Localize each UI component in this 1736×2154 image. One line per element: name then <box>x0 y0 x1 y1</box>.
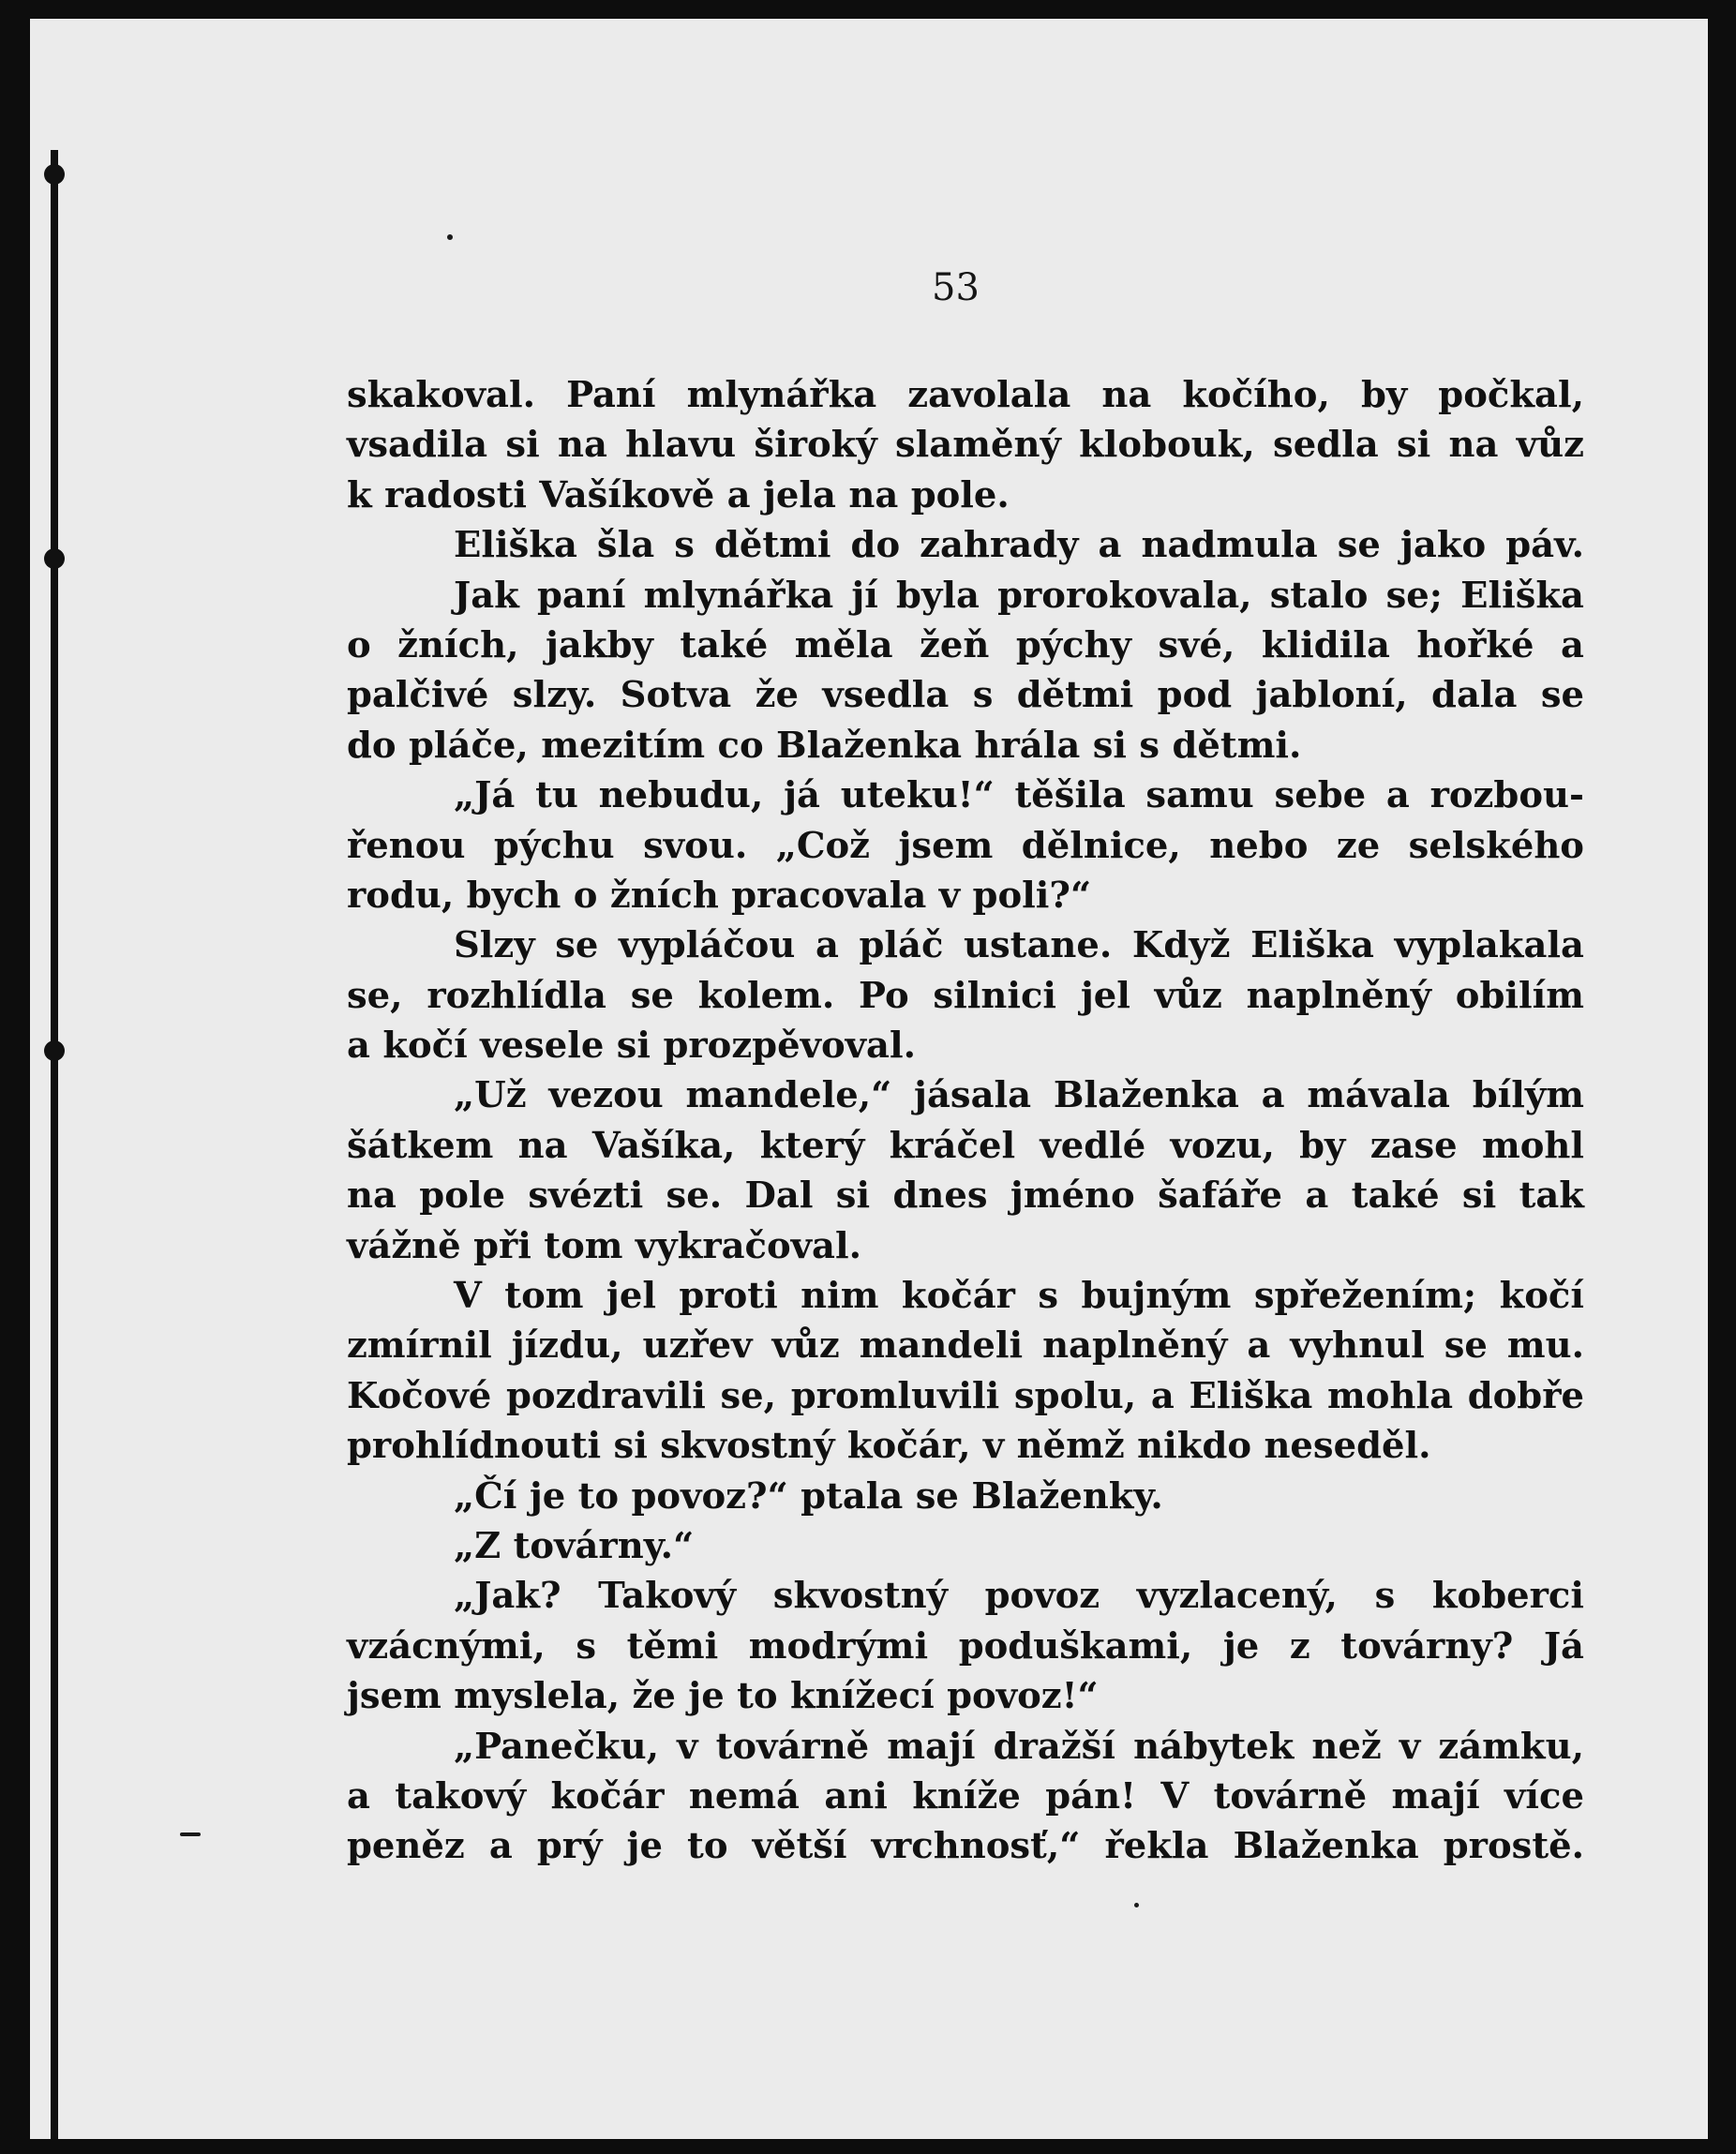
page-number: 53 <box>932 266 980 309</box>
text-line: a kočí vesele si prozpěvoval. <box>347 1025 916 1068</box>
text-line: na pole svézti se. Dal si dnes jméno šafáře a také si tak <box>347 1174 1584 1218</box>
speck <box>1134 1903 1139 1907</box>
text-line: se, rozhlídla se kolem. Po silnici jel vůz naplněný obilím <box>347 974 1584 1017</box>
text-line: Slzy se vypláčou a pláč ustane. Když Eliška vyplakala <box>454 924 1584 967</box>
speck <box>180 1832 201 1836</box>
text-line: do pláče, mezitím co Blaženka hrála si s dětmi. <box>347 724 1302 767</box>
text-line: Jak paní mlynářka jí byla prorokovala, stalo se; Eliška <box>454 574 1584 617</box>
text-line: rodu, bych o žních pracovala v poli?“ <box>347 874 1092 917</box>
text-line: skakoval. Paní mlynářka zavolala na kočího, by počkal, <box>347 374 1584 416</box>
binding-mark <box>44 548 65 569</box>
text-line: prohlídnouti si skvostný kočár, v němž nikdo neseděl. <box>347 1425 1431 1468</box>
text-line: vážně při tom vykračoval. <box>347 1224 862 1267</box>
binding-edge <box>51 150 58 2139</box>
text-line: vzácnými, s těmi modrými poduškami, je z továrny? Já <box>347 1624 1584 1668</box>
text-line: a takový kočár nemá ani kníže pán! V továrně mají více <box>347 1774 1584 1817</box>
text-line: „Panečku, v továrně mají dražší nábytek než v zámku, <box>454 1725 1584 1768</box>
binding-mark <box>44 164 65 185</box>
text-line: „Jak? Takový skvostný povoz vyzlacený, s koberci <box>454 1575 1584 1618</box>
text-line: vsadila si na hlavu široký slaměný klobouk, sedla si na vůz <box>347 424 1584 467</box>
text-line: V tom jel proti nim kočár s bujným spřežením; kočí <box>454 1275 1584 1318</box>
text-line: k radosti Vašíkově a jela na pole. <box>347 473 1010 516</box>
text-line: „Z továrny.“ <box>454 1524 695 1567</box>
body-text <box>347 370 1584 1872</box>
text-line: „Čí je to povoz?“ ptala se Blaženky. <box>454 1474 1163 1518</box>
text-line: „Já tu nebudu, já uteku!“ těšila samu sebe a rozbou- <box>454 774 1584 817</box>
binding-mark <box>44 1040 65 1061</box>
text-line: řenou pýchu svou. „Což jsem dělnice, nebo ze selského <box>347 824 1584 867</box>
text-line: Kočové pozdravili se, promluvili spolu, a Eliška mohla dobře <box>347 1374 1584 1417</box>
text-line: zmírnil jízdu, uzřev vůz mandeli naplněný a vyhnul se mu. <box>347 1324 1584 1368</box>
text-line: šátkem na Vašíka, který kráčel vedlé vozu, by zase mohl <box>347 1124 1584 1167</box>
text-line: Eliška šla s dětmi do zahrady a nadmula se jako páv. <box>454 524 1584 567</box>
speck <box>447 234 453 240</box>
scanned-page <box>30 19 1708 2139</box>
text-line: o žních, jakby také měla žeň pýchy své, klidila hořké a <box>347 623 1584 666</box>
text-line: „Už vezou mandele,“ jásala Blaženka a mávala bílým <box>454 1074 1584 1117</box>
text-line: peněz a prý je to větší vrchnosť,“ řekla Blaženka prostě. <box>347 1825 1584 1868</box>
text-line: palčivé slzy. Sotva že vsedla s dětmi pod jabloní, dala se <box>347 674 1584 717</box>
text-line: jsem myslela, že je to knížecí povoz!“ <box>347 1675 1099 1718</box>
